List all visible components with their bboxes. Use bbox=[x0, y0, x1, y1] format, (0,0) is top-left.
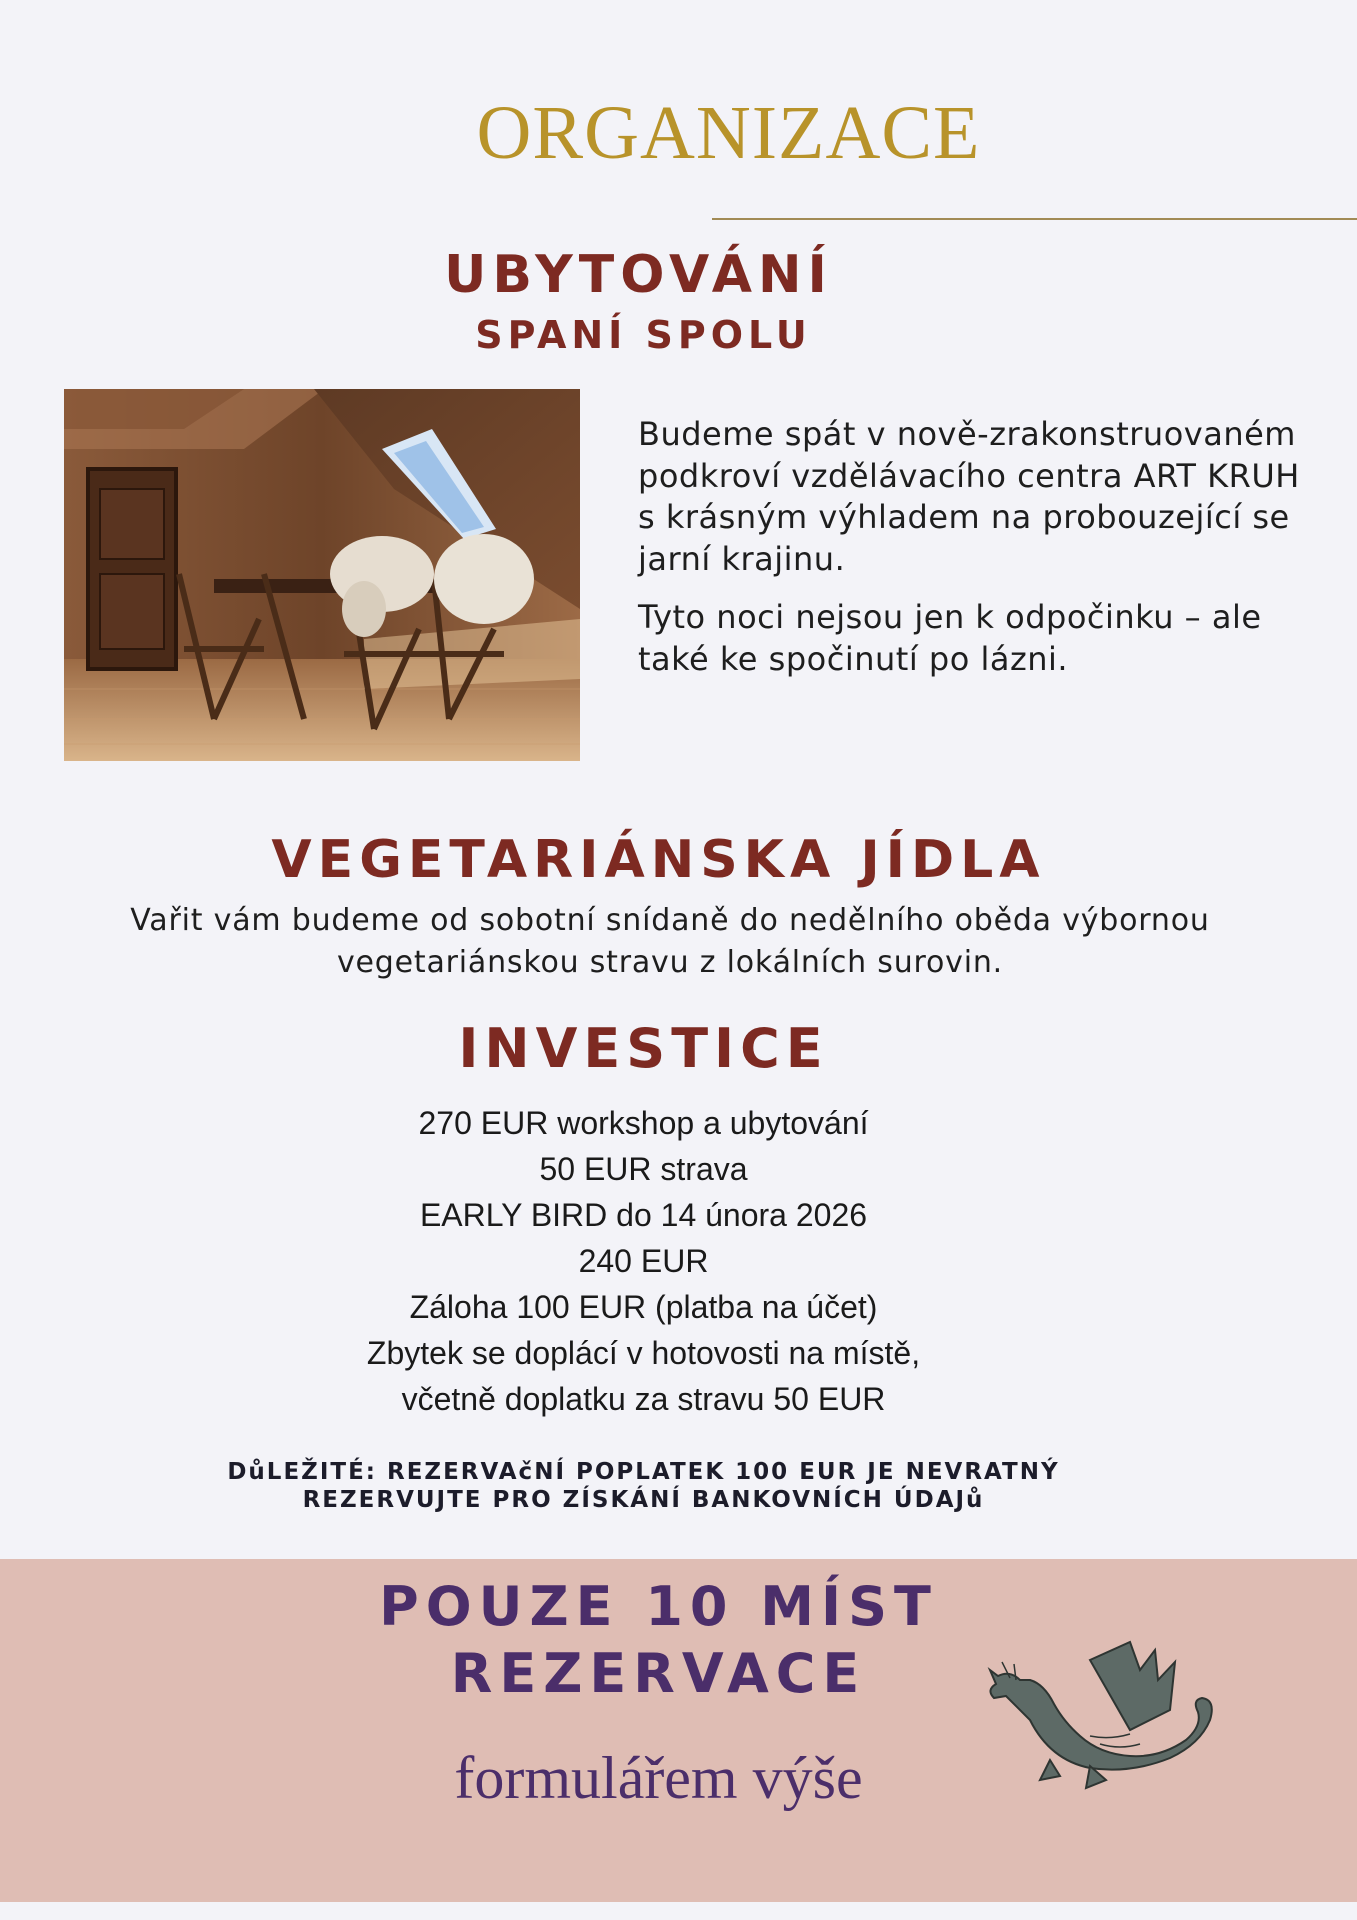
price-line: 240 EUR bbox=[578, 1243, 709, 1279]
accommodation-paragraph-2: Tyto noci nejsou jen k odpočinku – ale také ke spočinutí po lázni. bbox=[638, 598, 1262, 678]
reservation-form-note: formulářem výše bbox=[454, 1745, 863, 1811]
price-line: Záloha 100 EUR (platba na účet) bbox=[409, 1289, 878, 1325]
investment-lines bbox=[0, 1100, 1322, 1422]
price-line: Zbytek se doplácí v hotovosti na místě, bbox=[366, 1335, 921, 1371]
page-title: ORGANIZACE bbox=[476, 91, 981, 175]
investment-title: INVESTICE bbox=[458, 1017, 829, 1080]
accommodation-paragraph-1: Budeme spát v nově-zrakonstruovaném podkroví vzdělávacího centra ART KRUH s krásným výhladem na probouzející se jarní krajinu. bbox=[638, 415, 1300, 578]
attic-room-photo bbox=[64, 389, 580, 761]
limited-spots-title: POUZE 10 MÍST bbox=[379, 1575, 938, 1638]
price-line: EARLY BIRD do 14 února 2026 bbox=[419, 1197, 868, 1233]
accommodation-subtitle: SPANÍ SPOLU bbox=[475, 313, 812, 357]
price-line: včetně doplatku za stravu 50 EUR bbox=[401, 1381, 886, 1417]
divider-line bbox=[712, 218, 1357, 220]
important-notice bbox=[0, 1458, 1322, 1514]
price-line: 270 EUR workshop a ubytování bbox=[418, 1105, 869, 1141]
bottom-strip bbox=[0, 1902, 1357, 1920]
food-title: VEGETARIÁNSKA JÍDLA bbox=[271, 830, 1046, 890]
important-line-2: REZERVUJTE PRO ZÍSKÁNÍ BANKOVNÍCH ÚDAJů bbox=[302, 1487, 985, 1513]
important-line-1: DůLEŽITÉ: REZERVAčNÍ POPLATEK 100 EUR JE NEVRATNÝ bbox=[227, 1459, 1060, 1485]
dragon-illustration bbox=[980, 1640, 1236, 1800]
price-line: 50 EUR strava bbox=[539, 1151, 748, 1187]
accommodation-title: UBYTOVÁNÍ bbox=[444, 245, 833, 305]
accommodation-description bbox=[638, 414, 1318, 697]
food-description-wrap bbox=[0, 900, 1357, 984]
food-description: Vařit vám budeme od sobotní snídaně do nedělního oběda výbornou vegetariánskou stravu z lokálních surovin. bbox=[130, 903, 1210, 980]
reservation-title: REZERVACE bbox=[450, 1642, 867, 1705]
